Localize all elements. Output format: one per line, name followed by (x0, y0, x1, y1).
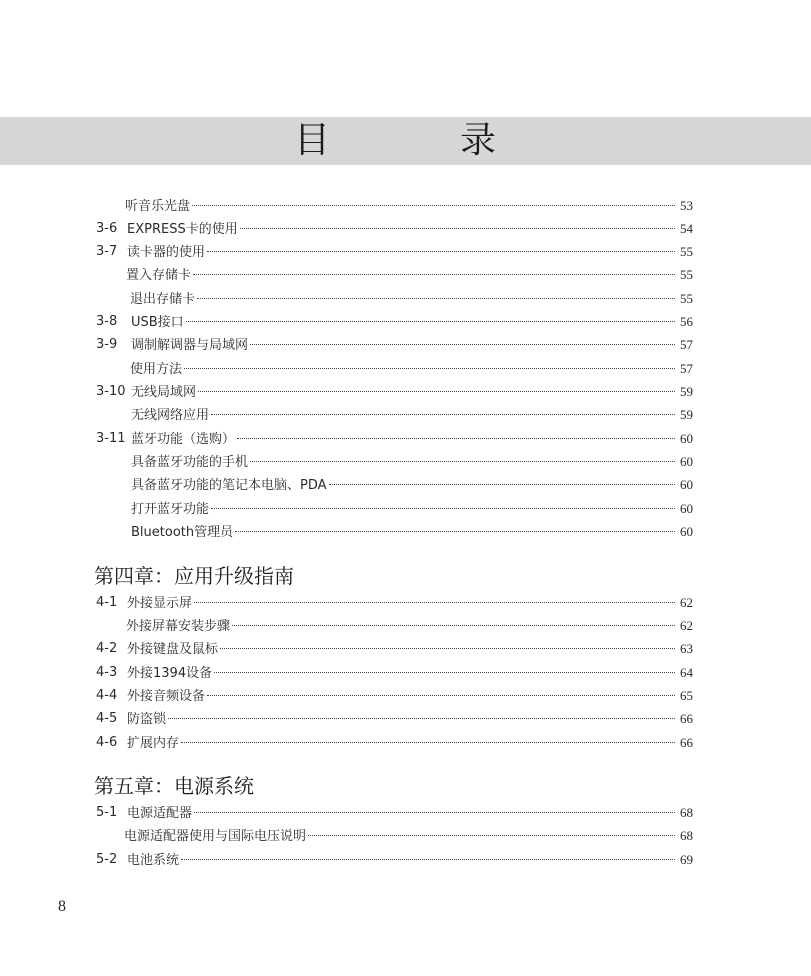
toc-entry[interactable] (0, 497, 811, 520)
entry-title: 蓝牙功能（选购） (131, 432, 236, 447)
dot-leader (232, 625, 675, 626)
entry-title: 具备蓝牙功能的手机 (131, 455, 249, 470)
dot-leader (250, 344, 675, 345)
entry-title: 打开蓝牙功能 (131, 502, 210, 517)
entry-page: 68 (680, 805, 693, 820)
dot-leader (237, 438, 675, 439)
entry-page: 60 (680, 477, 693, 492)
entry-title: 外接1394设备 (127, 666, 213, 681)
entry-page: 62 (680, 618, 693, 633)
entry-number: 4-4 (96, 688, 118, 703)
toc-entry[interactable] (0, 450, 811, 473)
entry-number: 4-6 (96, 735, 118, 750)
entry-title: 防盗锁 (127, 712, 167, 727)
toc-entry[interactable] (0, 661, 811, 684)
dot-leader (194, 602, 675, 603)
entry-page: 59 (680, 384, 693, 399)
dot-leader (235, 531, 675, 532)
toc-title-bar (0, 117, 811, 165)
entry-title: 电源适配器使用与国际电压说明 (124, 829, 307, 844)
entry-title: 听音乐光盘 (125, 199, 191, 214)
entry-page: 57 (680, 361, 693, 376)
entry-number: 5-1 (96, 805, 118, 820)
entry-title: 调制解调器与局域网 (131, 338, 249, 353)
entry-page: 55 (680, 291, 693, 306)
entry-title: 退出存储卡 (130, 292, 196, 307)
dot-leader (240, 228, 675, 229)
entry-title: 扩展内存 (127, 736, 180, 751)
toc-entry[interactable] (0, 263, 811, 286)
toc-entry[interactable] (0, 848, 811, 871)
entry-title: 具备蓝牙功能的笔记本电脑、PDA (131, 478, 327, 493)
entry-page: 68 (680, 828, 693, 843)
entry-page: 53 (680, 198, 693, 213)
entry-title: 无线网络应用 (131, 408, 210, 423)
toc-entry[interactable] (0, 194, 811, 217)
entry-number: 3-9 (96, 337, 118, 352)
entry-title: 置入存储卡 (126, 268, 192, 283)
entry-title: 外接键盘及鼠标 (127, 642, 219, 657)
toc-entry[interactable] (0, 801, 811, 824)
toc-entry[interactable] (0, 380, 811, 403)
toc-entry[interactable] (0, 333, 811, 356)
dot-leader (211, 508, 675, 509)
entry-page: 60 (680, 431, 693, 446)
dot-leader (192, 205, 675, 206)
toc-entry[interactable] (0, 240, 811, 263)
dot-leader (193, 274, 675, 275)
dot-leader (308, 835, 675, 836)
entry-number: 4-2 (96, 641, 118, 656)
entry-page: 60 (680, 524, 693, 539)
entry-page: 62 (680, 595, 693, 610)
dot-leader (207, 695, 675, 696)
footer-page-number: 8 (58, 898, 66, 915)
entry-page: 55 (680, 267, 693, 282)
entry-page: 69 (680, 852, 693, 867)
dot-leader (184, 368, 675, 369)
entry-title: 电池系统 (127, 853, 180, 868)
entry-title: 使用方法 (130, 362, 183, 377)
dot-leader (214, 672, 675, 673)
toc-title-char-1: 目 (294, 120, 331, 161)
entry-title: Bluetooth管理员 (131, 525, 234, 540)
entry-number: 4-3 (96, 665, 118, 680)
entry-page: 54 (680, 221, 693, 236)
toc-title-char-2: 录 (460, 120, 497, 161)
toc-entry[interactable] (0, 217, 811, 240)
entry-page: 60 (680, 454, 693, 469)
dot-leader (186, 321, 675, 322)
toc-entry[interactable] (0, 637, 811, 660)
dot-leader (197, 298, 675, 299)
toc-entry[interactable] (0, 403, 811, 426)
entry-page: 56 (680, 314, 693, 329)
toc-entry[interactable] (0, 591, 811, 614)
entry-number: 3-7 (96, 244, 118, 259)
dot-leader (194, 812, 675, 813)
dot-leader (198, 391, 675, 392)
toc-entry[interactable] (0, 614, 811, 637)
entry-number: 4-1 (96, 595, 118, 610)
entry-title: USB接口 (131, 315, 184, 330)
entry-title: 外接显示屏 (127, 596, 193, 611)
entry-page: 65 (680, 688, 693, 703)
toc-entry[interactable] (0, 707, 811, 730)
entry-title: 外接屏幕安装步骤 (126, 619, 231, 634)
toc-entry[interactable] (0, 731, 811, 754)
entry-title: 外接音频设备 (127, 689, 206, 704)
dot-leader (181, 859, 675, 860)
entry-page: 55 (680, 244, 693, 259)
dot-leader (207, 251, 675, 252)
entry-page: 57 (680, 337, 693, 352)
entry-page: 66 (680, 711, 693, 726)
entry-title: 电源适配器 (127, 806, 193, 821)
entry-number: 3-10 (96, 384, 126, 399)
toc-entry[interactable] (0, 473, 811, 496)
toc-entry[interactable] (0, 520, 811, 543)
entry-page: 59 (680, 407, 693, 422)
toc-entry[interactable] (0, 824, 811, 847)
entry-number: 5-2 (96, 852, 118, 867)
entry-page: 64 (680, 665, 693, 680)
entry-page: 60 (680, 501, 693, 516)
entry-page: 66 (680, 735, 693, 750)
chapter-heading: 第五章：电源系统 (94, 774, 254, 798)
dot-leader (168, 718, 675, 719)
dot-leader (181, 742, 675, 743)
entry-page: 63 (680, 641, 693, 656)
chapter-heading: 第四章：应用升级指南 (94, 564, 294, 588)
entry-number: 3-11 (96, 431, 126, 446)
entry-number: 4-5 (96, 711, 118, 726)
entry-number: 3-6 (96, 221, 118, 236)
entry-number: 3-8 (96, 314, 118, 329)
toc-entry[interactable] (0, 427, 811, 450)
entry-title: 读卡器的使用 (127, 245, 206, 260)
toc-entry[interactable] (0, 357, 811, 380)
dot-leader (220, 648, 675, 649)
toc-entry[interactable] (0, 310, 811, 333)
toc-entry[interactable] (0, 684, 811, 707)
dot-leader (329, 484, 675, 485)
dot-leader (211, 414, 675, 415)
entry-title: EXPRESS卡的使用 (127, 222, 238, 237)
toc-entry[interactable] (0, 287, 811, 310)
entry-title: 无线局域网 (131, 385, 197, 400)
dot-leader (250, 461, 675, 462)
